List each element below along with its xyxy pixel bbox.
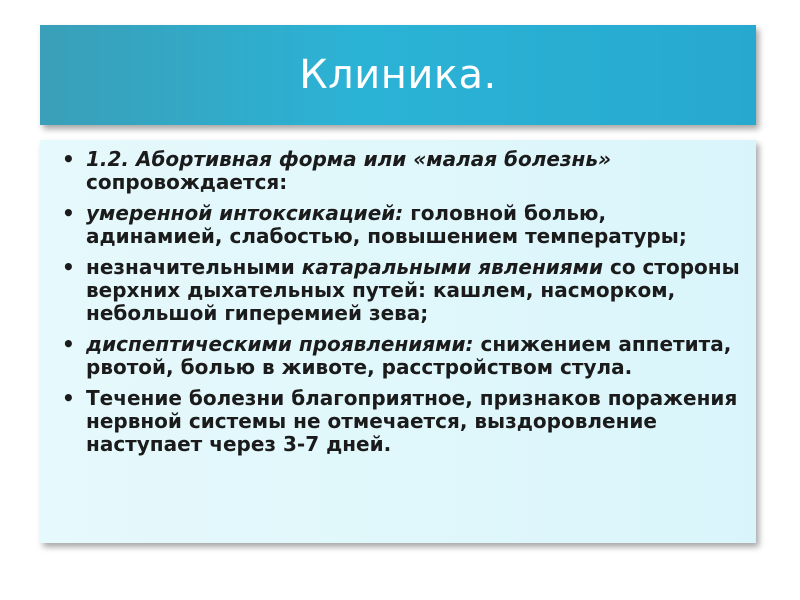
- bullet-list: [60, 148, 740, 456]
- bullet-2-part-1: умеренной интоксикацией:: [86, 201, 404, 225]
- bullet-item-5: [60, 387, 740, 456]
- bullet-dot-icon: •: [62, 147, 75, 171]
- bullet-dot-icon: •: [62, 386, 75, 410]
- bullet-dot-icon: •: [62, 332, 75, 356]
- bullet-item-3: [60, 256, 740, 325]
- bullet-5-part-1: Течение болезни благоприятное, признаков поражения нервной системы не отмечается, выздоровление наступает через 3-7 дней.: [86, 386, 738, 456]
- slide-title: Клиника.: [299, 52, 497, 98]
- bullet-dot-icon: •: [62, 255, 75, 279]
- bullet-3-part-1: незначительными: [86, 255, 302, 279]
- bullet-1-part-2: сопровождается:: [86, 170, 288, 194]
- bullet-dot-icon: •: [62, 201, 75, 225]
- bullet-item-1: [60, 148, 740, 194]
- content-box: [40, 140, 756, 543]
- bullet-3-part-2: катаральными явлениями: [301, 255, 603, 279]
- bullet-4-part-2: снижением аппетита, рвотой, болью в животе, расстройством стула.: [86, 332, 732, 379]
- bullet-3-part-3: со стороны верхних дыхательных путей: кашлем, насморком, небольшой гиперемией зева;: [86, 255, 740, 325]
- bullet-item-4: [60, 333, 740, 379]
- bullet-1-part-1: 1.2. Абортивная форма или «малая болезнь»: [86, 147, 612, 171]
- bullet-item-2: [60, 202, 740, 248]
- title-bar: [40, 25, 756, 125]
- bullet-2-part-2: головной болью, адинамией, слабостью, повышением температуры;: [86, 201, 687, 248]
- bullet-4-part-1: диспептическими проявлениями:: [86, 332, 474, 356]
